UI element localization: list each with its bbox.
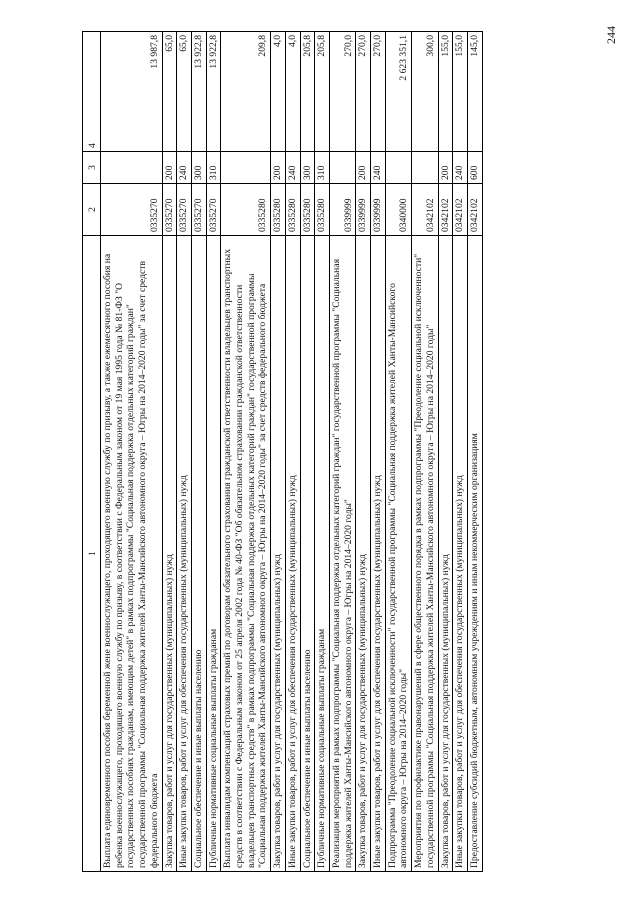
table-row	[453, 32, 468, 872]
table-row	[315, 32, 330, 872]
row-expense-type: 200	[162, 152, 177, 184]
row-expense-type	[101, 152, 163, 184]
table-row	[412, 32, 438, 872]
row-code: 0335270	[206, 184, 221, 236]
row-expense-type: 240	[453, 152, 468, 184]
row-expense-type: 300	[300, 152, 315, 184]
row-code: 0335280	[285, 184, 300, 236]
row-description: Социальное обеспечение и иные выплаты населению	[300, 236, 315, 872]
row-amount: 270,0	[371, 32, 386, 152]
row-code: 0335280	[271, 184, 286, 236]
row-amount: 300,0	[412, 32, 438, 152]
table-header-row	[83, 32, 101, 872]
table-row	[162, 32, 177, 872]
row-code: 0339999	[356, 184, 371, 236]
header-col-3: 3	[83, 152, 101, 184]
row-code: 0339999	[371, 184, 386, 236]
row-description: Закупка товаров, работ и услуг для государственных (муниципальных) нужд	[162, 236, 177, 872]
row-description: Иные закупки товаров, работ и услуг для обеспечения государственных (муниципальных) нужд	[177, 236, 192, 872]
row-expense-type: 240	[177, 152, 192, 184]
row-description: Закупка товаров, работ и услуг для государственных (муниципальных) нужд	[438, 236, 453, 872]
table-row	[206, 32, 221, 872]
row-description: Выплата инвалидам компенсаций страховых премий по договорам обязательного страхования гражданской ответственности владельцев транспортных средств в соответствии с Федеральным законом от 25 апреля 2002 года № 40-ФЗ "Об обязательном страховании гражданской ответственности владельцев транспортных средств" в рамках подпрограммы "Социальная поддержка отдельных категорий граждан" государственной программы "Социальная поддержка жителей Ханты-Мансийского автономного округа – Югры на 2014–2020 годы" за счет средств федерального бюджета	[221, 236, 271, 872]
table-row	[438, 32, 453, 872]
row-expense-type: 200	[271, 152, 286, 184]
table-row	[300, 32, 315, 872]
row-amount: 2 623 351,1	[385, 32, 411, 152]
row-amount: 13 922,8	[206, 32, 221, 152]
row-description: Мероприятия по профилактике правонарушений в сфере общественного порядка в рамках подпрограммы "Преодоление социальной исключенности" государственной программы "Социальная поддержка жителей Ханты-Мансийского автономного округа – Югры на 2014–2020 годы"	[412, 236, 438, 872]
row-amount: 209,8	[221, 32, 271, 152]
row-expense-type: 600	[467, 152, 482, 184]
row-amount: 65,0	[177, 32, 192, 152]
row-expense-type: 310	[206, 152, 221, 184]
row-code: 0335280	[300, 184, 315, 236]
row-description: Публичные нормативные социальные выплаты гражданам	[315, 236, 330, 872]
row-code: 0335270	[162, 184, 177, 236]
row-amount: 65,0	[162, 32, 177, 152]
row-description: Иные закупки товаров, работ и услуг для обеспечения государственных (муниципальных) нужд	[285, 236, 300, 872]
row-amount: 145,0	[467, 32, 482, 152]
row-code: 0335270	[177, 184, 192, 236]
row-description: Иные закупки товаров, работ и услуг для обеспечения государственных (муниципальных) нужд	[453, 236, 468, 872]
row-expense-type: 240	[371, 152, 386, 184]
table-row	[329, 32, 355, 872]
budget-table	[82, 31, 483, 872]
row-amount: 205,8	[315, 32, 330, 152]
row-expense-type	[412, 152, 438, 184]
row-description: Закупка товаров, работ и услуг для государственных (муниципальных) нужд	[356, 236, 371, 872]
table-body	[101, 32, 483, 872]
table-row	[385, 32, 411, 872]
row-expense-type	[221, 152, 271, 184]
row-description: Социальное обеспечение и иные выплаты населению	[191, 236, 206, 872]
row-description: Реализация мероприятий в рамках подпрограммы "Социальная поддержка отдельных категорий граждан" государственной программы "Социальная поддержка жителей Ханты-Мансийского автономного округа – Югры на 2014–2020 годы"	[329, 236, 355, 872]
row-code: 0335280	[221, 184, 271, 236]
table-row	[356, 32, 371, 872]
table-row	[371, 32, 386, 872]
row-description: Закупка товаров, работ и услуг для государственных (муниципальных) нужд	[271, 236, 286, 872]
table-row	[191, 32, 206, 872]
row-amount: 155,0	[438, 32, 453, 152]
table-row	[285, 32, 300, 872]
header-col-2: 2	[83, 184, 101, 236]
row-description: Подпрограмма "Преодоление социальной исключенности" государственной программы "Социальная поддержка жителей Ханты-Мансийского автономного округа – Югры на 2014–2020 годы"	[385, 236, 411, 872]
row-expense-type: 300	[191, 152, 206, 184]
table-row	[177, 32, 192, 872]
page-number: 244	[604, 26, 618, 44]
row-amount: 4,0	[285, 32, 300, 152]
row-code: 0339999	[329, 184, 355, 236]
row-code: 0342102	[467, 184, 482, 236]
row-amount: 13 987,8	[101, 32, 163, 152]
row-expense-type	[385, 152, 411, 184]
table-row	[271, 32, 286, 872]
row-expense-type: 240	[285, 152, 300, 184]
row-expense-type: 310	[315, 152, 330, 184]
row-amount: 205,8	[300, 32, 315, 152]
table-row	[101, 32, 163, 872]
table-row	[221, 32, 271, 872]
rotated-page-content	[82, 32, 586, 872]
row-description: Предоставление субсидий бюджетным, автономным учреждениям и иным некоммерческим организациям	[467, 236, 482, 872]
row-amount: 13 922,8	[191, 32, 206, 152]
row-description: Выплата единовременного пособия беременной жене военнослужащего, проходящего военную службу по призыву, а также ежемесячного пособия на ребенка военнослужащего, проходящего военную службу по призыву, в соответствии с Федеральным законом от 19 мая 1995 года № 81-ФЗ "О государственных пособиях гражданам, имеющим детей" в рамках подпрограммы "Социальная поддержка отдельных категорий граждан" государственной программы "Социальная поддержка жителей Ханты-Мансийского автономного округа – Югры на 2014–2020 годы" за счет средств федерального бюджета	[101, 236, 163, 872]
row-expense-type: 200	[438, 152, 453, 184]
row-amount: 4,0	[271, 32, 286, 152]
row-code: 0342102	[453, 184, 468, 236]
row-code: 0335270	[101, 184, 163, 236]
row-code: 0340000	[385, 184, 411, 236]
row-code: 0342102	[438, 184, 453, 236]
row-amount: 270,0	[356, 32, 371, 152]
row-amount: 270,0	[329, 32, 355, 152]
row-code: 0335280	[315, 184, 330, 236]
row-expense-type	[329, 152, 355, 184]
row-expense-type: 200	[356, 152, 371, 184]
header-col-1: 1	[83, 236, 101, 872]
row-amount: 155,0	[453, 32, 468, 152]
row-code: 0342102	[412, 184, 438, 236]
row-description: Публичные нормативные социальные выплаты гражданам	[206, 236, 221, 872]
header-col-4: 4	[83, 32, 101, 152]
table-row	[467, 32, 482, 872]
row-code: 0335270	[191, 184, 206, 236]
row-description: Иные закупки товаров, работ и услуг для обеспечения государственных (муниципальных) нужд	[371, 236, 386, 872]
